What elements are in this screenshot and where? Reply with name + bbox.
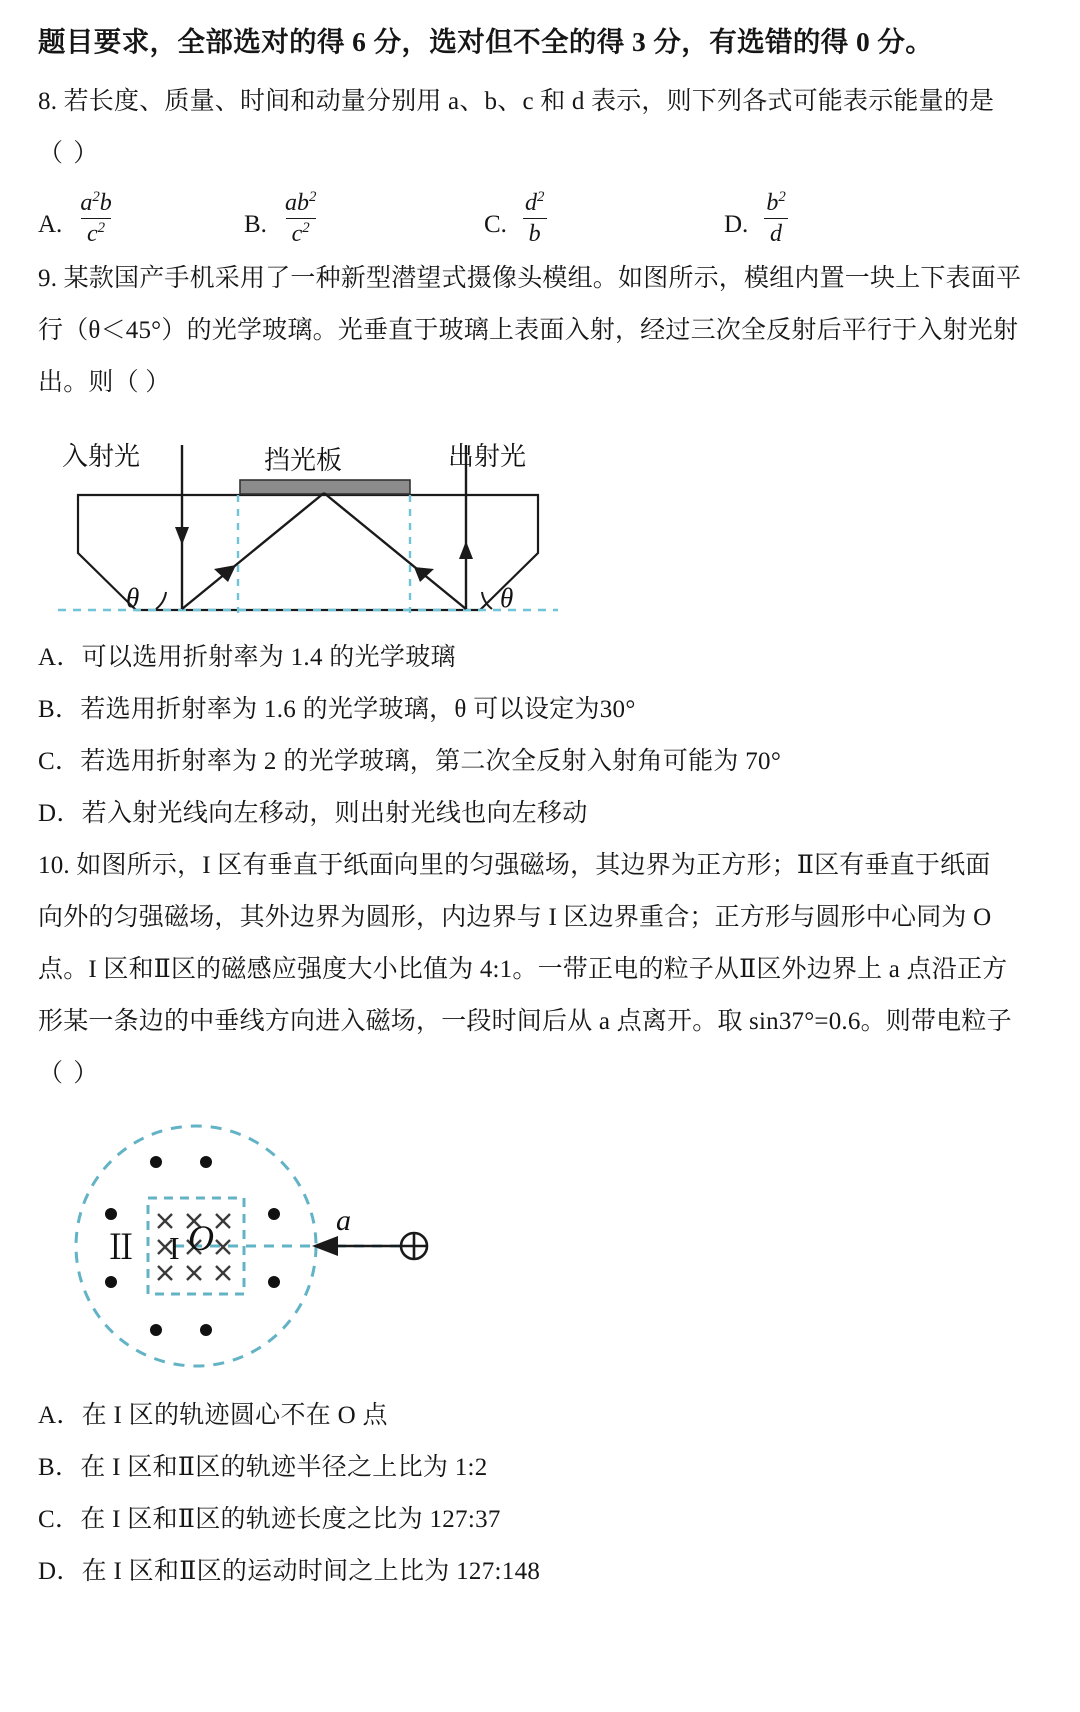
question-8-stem-line-1: 8. 若长度、质量、时间和动量分别用 a、b、c 和 d 表示，则下列各式可能表示能量的是 <box>38 87 995 115</box>
option-c[interactable] <box>484 190 724 247</box>
blocker-label: 挡光板 <box>264 445 343 476</box>
option-d[interactable] <box>724 190 792 247</box>
question-10-stem-line-3: 点。I 区和Ⅱ区的磁感应强度大小比值为 4:1。一带正电的粒子从Ⅱ区外边界上 a 点沿正方 <box>38 956 1008 984</box>
entry-point-label: a <box>336 1204 351 1238</box>
light-blocking-plate <box>240 480 410 494</box>
option-a[interactable] <box>38 190 244 247</box>
question-9-option-b[interactable]: B．若选用折射率为 1.6 的光学玻璃，θ 可以设定为30° <box>38 696 636 724</box>
question-9-option-c[interactable]: C．若选用折射率为 2 的光学玻璃，第二次全反射入射角可能为 70° <box>38 748 782 776</box>
question-9-figure <box>48 423 568 628</box>
incident-ray-arrow <box>175 527 189 545</box>
exit-light-label: 出射光 <box>448 441 527 472</box>
scoring-instruction: 题目要求，全部选对的得 6 分，选对但不全的得 3 分，有选错的得 0 分。 <box>38 26 934 57</box>
question-9-stem-line-2: 行（θ＜45°）的光学玻璃。光垂直于玻璃上表面入射，经过三次全反射后平行于入射光射 <box>38 317 1019 345</box>
question-10-option-a[interactable]: A．在 I 区的轨迹圆心不在 O 点 <box>38 1402 388 1430</box>
theta-label-right: θ <box>500 583 514 614</box>
option-a-label: A. <box>38 211 63 239</box>
option-c-fraction: $\frac{d^2}{b}$ <box>519 190 550 247</box>
question-9-option-a[interactable]: A．可以选用折射率为 1.4 的光学玻璃 <box>38 644 456 672</box>
question-10-stem-line-4: 形某一条边的中垂线方向进入磁场，一段时间后从 a 点离开。取 sin37°=0.6。则带电粒子 <box>38 1008 1012 1036</box>
option-b-fraction: $\frac{ab^2}{c^2}$ <box>284 188 317 247</box>
theta-label-left: θ <box>126 583 140 614</box>
question-8-options <box>38 190 1038 247</box>
question-9-option-d[interactable]: D．若入射光线向左移动，则出射光线也向左移动 <box>38 800 588 828</box>
option-d-fraction: $\frac{b^2}{d}$ <box>760 190 791 247</box>
option-b[interactable] <box>244 190 484 247</box>
question-9-stem-line-3: 出。则（ ） <box>38 369 171 397</box>
option-b-label: B. <box>244 211 267 239</box>
option-d-label: D. <box>724 211 749 239</box>
question-10-stem-line-1: 10. 如图所示，I 区有垂直于纸面向里的匀强磁场，其边界为正方形；Ⅱ区有垂直于纸面 <box>38 852 991 880</box>
exit-ray-arrow <box>459 541 473 559</box>
incident-light-label: 入射光 <box>62 441 141 472</box>
question-10-figure <box>56 1114 476 1384</box>
option-c-label: C. <box>484 211 507 239</box>
ray-segment-1 <box>182 493 324 609</box>
question-8-answer-blank: （ ） <box>38 139 101 167</box>
angle-arc-left <box>156 592 166 609</box>
center-point-label: O <box>188 1218 214 1259</box>
region-ii-label: Ⅱ <box>104 1230 138 1268</box>
option-a-fraction: $\frac{a^2b}{c^2}$ <box>80 188 112 247</box>
question-10-option-b[interactable]: B．在 I 区和Ⅱ区的轨迹半径之上比为 1:2 <box>38 1454 488 1482</box>
ray-segment-2 <box>324 493 466 609</box>
region-i-label: I <box>169 1230 180 1267</box>
question-10-option-d[interactable]: D．在 I 区和Ⅱ区的运动时间之上比为 127:148 <box>38 1558 541 1586</box>
question-10-answer-blank: （ ） <box>38 1060 101 1088</box>
question-10-option-c[interactable]: C．在 I 区和Ⅱ区的轨迹长度之比为 127:37 <box>38 1506 501 1534</box>
positive-charge-particle <box>401 1233 427 1259</box>
question-10-stem-line-2: 向外的匀强磁场，其外边界为圆形，内边界与 I 区边界重合；正方形与圆形中心同为 O <box>38 904 992 932</box>
question-9-stem-line-1: 9. 某款国产手机采用了一种新型潜望式摄像头模组。如图所示，模组内置一块上下表面平 <box>38 265 1022 293</box>
